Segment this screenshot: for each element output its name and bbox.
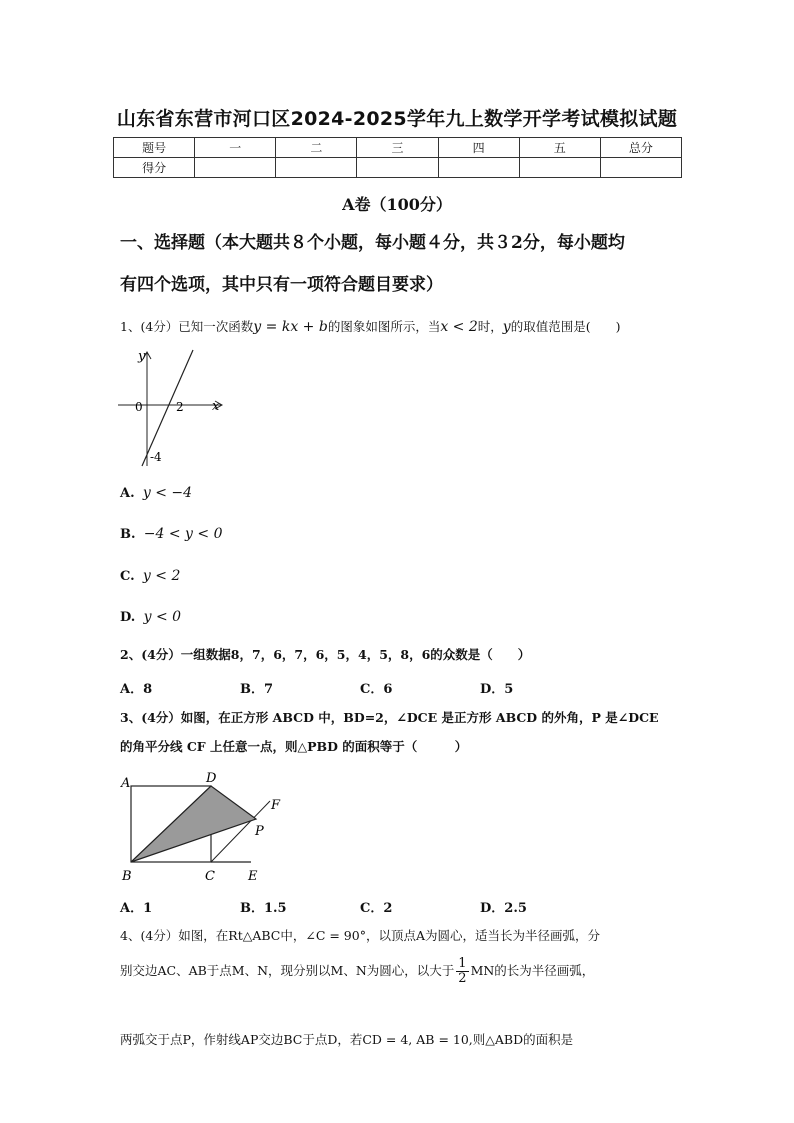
q1-option-c[interactable] [120, 568, 180, 584]
q1-suffix: 的取值范围是( ) [510, 319, 621, 334]
score-cell[interactable] [276, 158, 357, 178]
question-3-line1: 3、(4分）如图，在正方形 ABCD 中，BD=2，∠DCE 是正方形 ABCD 的外角，P 是∠DCE [120, 710, 659, 725]
q1-x-label: x [212, 399, 220, 414]
q4-line2-a: 别交边AC、AB于点M、N，现分别以M、N为圆心，以大于 [120, 963, 455, 978]
question-4-line3: 两弧交于点P，作射线AP交边BC于点D，若CD = 4, AB = 10,则△ABD的面积是 [120, 1032, 574, 1047]
score-cell[interactable] [438, 158, 519, 178]
q1-formula: y = kx + b [253, 319, 328, 335]
q3-option-c[interactable]: C．2 [360, 901, 393, 916]
q1-option-a[interactable] [120, 485, 192, 501]
question-4-line2 [120, 956, 680, 986]
q3-shaded-triangle-pbd [131, 786, 256, 862]
question-1-stem [120, 312, 680, 342]
q3-option-a[interactable]: A．1 [120, 901, 153, 916]
q3-label-c: C [205, 869, 215, 884]
option-label: B. [120, 527, 136, 542]
q3-label-a: A [121, 776, 131, 791]
score-row-label: 得分 [114, 158, 195, 178]
score-table-score-row [114, 158, 682, 178]
q3-label-f: F [271, 798, 281, 813]
score-cell[interactable] [519, 158, 600, 178]
q3-options [120, 897, 600, 916]
score-header-cell: 三 [357, 138, 438, 158]
option-label: C. [120, 569, 135, 584]
q1-x-intercept-label: 2 [176, 400, 184, 414]
q2-option-c[interactable]: C．6 [360, 682, 393, 697]
option-label: D. [120, 610, 136, 625]
option-expr: y < 2 [142, 568, 181, 584]
score-header-cell: 一 [195, 138, 276, 158]
q1-graph [118, 348, 228, 470]
score-header-cell: 五 [519, 138, 600, 158]
score-table-header-row [114, 138, 682, 158]
score-cell[interactable] [600, 158, 681, 178]
score-header-cell: 二 [276, 138, 357, 158]
q3-label-p: P [255, 824, 264, 839]
option-label: A. [120, 486, 135, 501]
q1-y-label: y [138, 349, 146, 364]
q3-label-d: D [206, 771, 217, 786]
q1-option-d[interactable] [120, 609, 181, 625]
q4-fraction-half [456, 957, 468, 986]
option-expr: −4 < y < 0 [143, 526, 223, 542]
q1-option-b[interactable] [120, 526, 223, 542]
q1-origin-label: 0 [135, 400, 143, 414]
score-cell[interactable] [195, 158, 276, 178]
q3-figure [118, 768, 288, 886]
q1-mid2: 时， [477, 319, 503, 334]
q2-option-a[interactable]: A．8 [120, 682, 153, 697]
page-title: 山东省东营市河口区2024-2025学年九上数学开学考试模拟试题 [116, 108, 678, 130]
q4-frac-den: 2 [458, 971, 467, 986]
q3-label-e: E [248, 869, 258, 884]
q3-option-d[interactable]: D．2.5 [480, 901, 527, 916]
option-expr: y < −4 [142, 485, 193, 501]
score-cell[interactable] [357, 158, 438, 178]
part1-heading-line2: 有四个选项，其中只有一项符合题目要求） [120, 275, 443, 295]
score-header-cell: 题号 [114, 138, 195, 158]
part1-heading-line1: 一、选择题（本大题共８个小题，每小题４分，共３2分，每小题均 [120, 233, 625, 253]
score-table [113, 137, 682, 178]
q4-frac-num: 1 [458, 956, 467, 971]
q3-option-b[interactable]: B．1.5 [240, 901, 287, 916]
question-3-line2: 的角平分线 CF 上任意一点，则△PBD 的面积等于（ ） [120, 739, 468, 754]
q1-var: y [502, 319, 511, 335]
section-a-heading: A卷（100分） [342, 195, 452, 214]
score-header-cell: 总分 [600, 138, 681, 158]
q1-prefix: 1、(4分）已知一次函数 [120, 319, 254, 334]
q1-y-intercept-label: -4 [150, 450, 162, 464]
q4-line2-b: MN的长为半径画弧， [470, 963, 595, 978]
score-header-cell: 四 [438, 138, 519, 158]
q2-option-b[interactable]: B．7 [240, 682, 274, 697]
question-2-stem: 2、(4分）一组数据8，7，6，7，6，5，4，5，8，6的众数是（ ） [120, 647, 531, 662]
q1-mid1: 的图象如图所示，当 [327, 319, 441, 334]
q2-options [120, 678, 600, 697]
q2-option-d[interactable]: D．5 [480, 682, 514, 697]
q1-condition: x < 2 [440, 319, 478, 335]
option-expr: y < 0 [143, 609, 182, 625]
q1-function-line [142, 350, 193, 466]
question-4-line1: 4、(4分）如图，在Rt△ABC中，∠C = 90°，以顶点A为圆心，适当长为半径画弧，分 [120, 928, 600, 943]
q3-label-b: B [122, 869, 132, 884]
